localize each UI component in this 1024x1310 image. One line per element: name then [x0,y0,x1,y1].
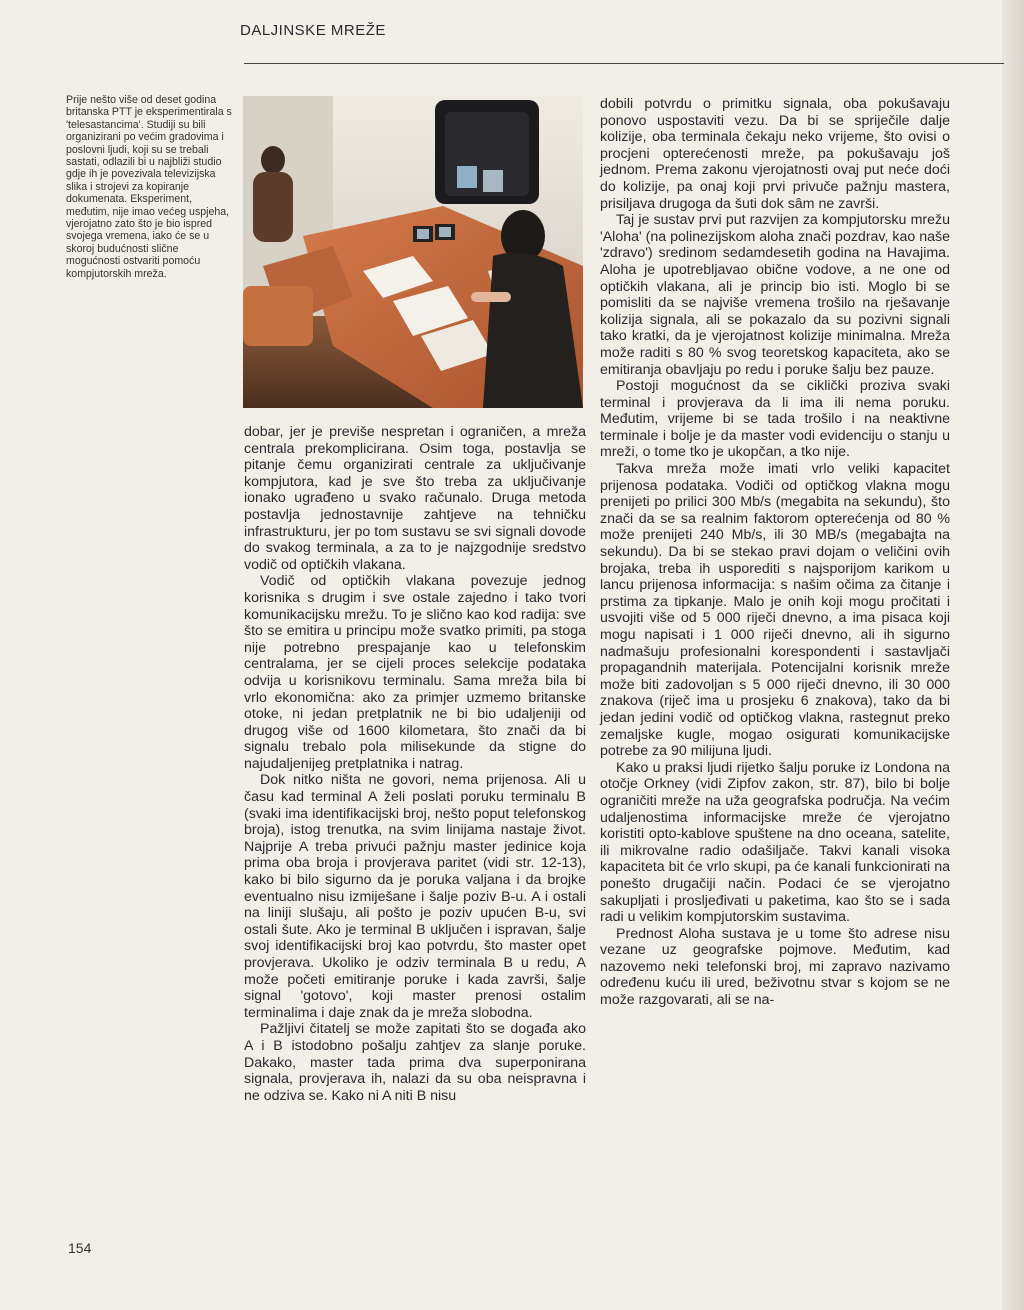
paragraph: Pažljivi čitatelj se može zapitati što se događa ako A i B istodobno pošalju zahtjev za slanje poruke. Dakako, master tada prima dva superponirana signala, provjerava ih, nalazi da su oba neispravna i ne odziva se. Kako ni A niti B nisu [244,1021,586,1104]
paragraph: Dok nitko ništa ne govori, nema prijenosa. Ali u času kad terminal A želi poslati poruku terminalu B (svaki ima identifikacijski broj, nešto poput telefonskog broja), istog trenutka, na svim linijama nastaje život. Najprije A treba privući pažnju master jedinice koja prima oba broja i provjerava paritet (vidi str. 12-13), kako bi bilo sigurno da je poruka valjana i da brojke eventualno nisu izmiješane i šalje poziv B-u. A i ostali na liniji slušaju, ali pošto je poziv upućen B-u, svi ostali šute. Ako je terminal B uključen i ispravan, šalje svoj identifikacijski broj kao potvrdu, što master opet provjerava. Ukoliko je odziv terminala B u redu, A može početi emitiranje poruke i kada završi, šalje signal 'gotovo', koji master prenosi ostalim terminalima i daje znak da je mreža slobodna. [244,772,586,1021]
teleconference-photo [243,96,583,408]
paragraph: dobar, jer je previše nespretan i ograničen, a mreža centrala prekomplicirana. Osim toga, postavlja se pitanje čemu organizirati centrale za uključivanje kompjutora, kad je sve što treba za uključivanje ionako ugrađeno u svako računalo. Druga metoda postavlja jednostavnije zahtjeve na tehničku infrastrukturu, jer po tom sustavu se svi signali dovode do svakog terminala, a za to je najzgodnije sredstvo vodič od optičkih vlakana. [244,424,586,573]
paragraph: Vodič od optičkih vlakana povezuje jednog korisnika s drugim i sve ostale zajedno i tako tvori komunikacijsku mrežu. To je slično kao kod radija: sve što se emitira u principu može svatko primiti, pa stoga nije potrebno prespajanje kao u telefonskim centralama, jer se cijeli proces selekcije podataka odvija u korisnikovu terminalu. Sama mreža bila bi vrlo ekonomična: ako za primjer uzmemo britanske otoke, ni jedan pretplatnik ne bi bio udaljeniji od drugog više od 1600 kilometara, što znači da bi signalu trebalo pola milisekunde da stigne do najudaljenijeg pretplatnika i natrag. [244,573,586,772]
paragraph: Taj je sustav prvi put razvijen za kompjutorsku mrežu 'Aloha' (na polinezijskom aloha znači pozdrav, kao naše 'zdravo') sredinom sedamdesetih godina na Havajima. Aloha je upotrebljavao obične vodove, a ne one od optičkih vlakana, ali je princip bio isti. Moglo bi se pomisliti da se najviše vremena trošilo na rješavanje kolizija signala, ali se pokazalo da su pozivni signali tako kratki, da je vjerojatnost kolizije minimalna. Mreža može raditi s 80 % svog teoretskog kapaciteta, ako se emitiranja obavljaju po redu i poruke šalju bez pauze. [600,212,950,378]
paragraph: Kako u praksi ljudi rijetko šalju poruke iz Londona na otočje Orkney (vidi Zipfov zakon, str. 87), bilo bi bolje ograničiti mreže na uža geografska područja. Na većim udaljenostima informacijske mreže će vjerojatno koristiti opto-kablove spuštene na dno oceana, satelite, ili mikrovalne radio odašiljače. Takvi kanali visoka kapaciteta bit će vrlo skupi, pa će kanali funkcionirati na ponešto drugačiji način. Podaci će se vjerojatno sakupljati i prosljeđivati u paketima, kao što se i sada radi u velikim kompjutorskim sustavima. [600,759,950,926]
text-column-left [244,424,586,1104]
facing-page-edge [1002,0,1024,1310]
header-rule [244,63,1004,64]
paragraph: Takva mreža može imati vrlo veliki kapacitet prijenosa podataka. Vodiči od optičkog vlakna mogu prenijeti po prilici 300 Mb/s (megabita na sekundu), što znači da se sa realnim faktorom opterećenja od 80 % može prenijeti 240 Mb/s, ili 30 MB/s (megabajta na sekundu). Da bi se stekao pravi dojam o veličini ovih brojaka, treba ih usporediti s najsporijom karikom u lancu prijenosa informacija: s našim očima za čitanje i prstima za tipkanje. Malo je onih koji mogu pročitati i usvojiti više od 5 000 riječi dnevno, a ima pisaca koji mogu napisati i 1 000 riječi dnevno, ali ih sigurno nadmašuju profesionalni korespondenti i sastavljači propagandnih materijala. Potencijalni korisnik mreže može biti zadovoljan s 5 000 riječi dnevno, ili 30 000 znakova (riječ ima u prosjeku 6 znakova), tako da bi jedan jedini vodič od optičkog vlakna, rastegnut preko zemaljske kugle, mogao osigurati komunikacijske potrebe za 90 milijuna ljudi. [600,461,950,760]
paragraph: Prednost Aloha sustava je u tome što adrese nisu vezane uz geografske pojmove. Međutim, kad nazovemo neki telefonski broj, mi zapravo nazivamo određenu kuću ili ured, beživotnu stvar s kojom se ne može razgovarati, ali se na- [600,925,950,1009]
paragraph: Postoji mogućnost da se ciklički proziva svaki terminal i provjerava da li ima ili nema poruku. Međutim, vrijeme bi se tada trošilo i na neaktivne terminale i bolje je da master vodi evidenciju o stanju u mreži, o tome tko je ukopčan, a tko nije. [600,378,950,461]
photo-caption: Prije nešto više od deset godina britanska PTT je eksperimentirala s 'telesastancima'. Studiji su bili organizirani po većim gradovima i poslovni ljudi, koji su se trebali sastati, odlazili bi u najbliži studio gdje ih je povezivala televizijska slika i strojevi za kopiranje dokumenata. Eksperiment, međutim, nije imao većeg uspjeha, vjerojatno zato što je bio ispred svojega vremena, iako će se u skoroj budućnosti slične mogućnosti ostvariti pomoću kompjutorskih mreža. [66,94,232,280]
text-column-right [600,96,950,1009]
teleconference-photo-drawing [243,96,583,408]
page-number: 154 [68,1240,92,1256]
paragraph: dobili potvrdu o primitku signala, oba pokušavaju ponovo uspostaviti vezu. Da bi se spriječile dalje kolizije, oba terminala čekaju neko vrijeme, što ovisi o procjeni opterećenosti mreže, pa pokušavaju još jednom. Prema zakonu vjerojatnosti ovaj put neće doći do kolizije, pa onaj koji prvi privuče pažnju mastera, prisiljava drugoga da šuti dok sâm ne završi. [600,96,950,212]
running-header: DALJINSKE MREŽE [240,22,386,39]
